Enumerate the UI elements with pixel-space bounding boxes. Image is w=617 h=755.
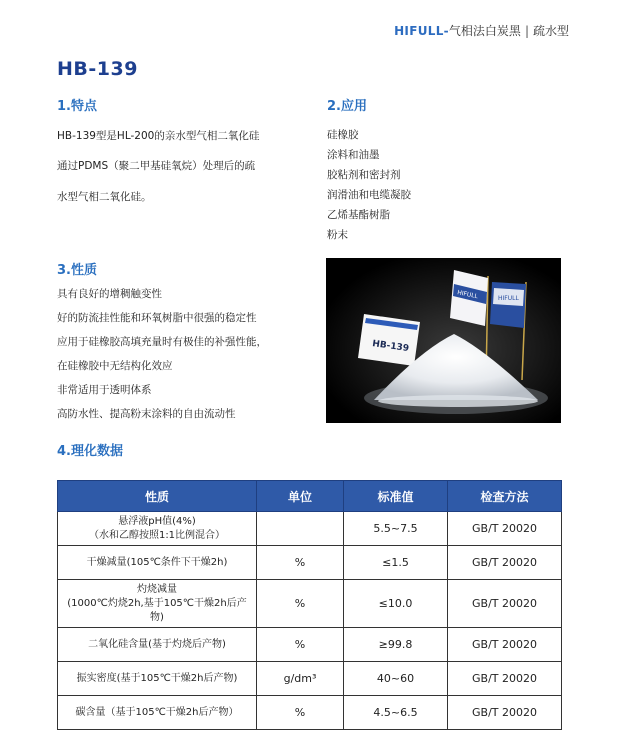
value-cell: ≤10.0: [344, 580, 448, 628]
table-header-row: [58, 481, 562, 512]
application-item: 涂料和油墨: [327, 149, 380, 161]
table-row: [58, 580, 562, 628]
table-row: [58, 628, 562, 662]
header-unit: 单位: [257, 481, 344, 512]
applications-title: 2.应用: [327, 99, 367, 114]
property-note: （水和乙醇按照1:1比例混合）: [88, 529, 226, 541]
property-item: 具有良好的增稠触变性: [57, 288, 162, 300]
header-property: 性质: [58, 481, 257, 512]
table-row: [58, 512, 562, 546]
properties-table: [57, 480, 562, 730]
bag-label: HB-139: [371, 339, 410, 355]
property-item: 非常适用于透明体系: [57, 384, 152, 396]
application-item: 乙烯基酯树脂: [327, 209, 390, 221]
method-cell: GB/T 20020: [448, 628, 562, 662]
table-row: [58, 662, 562, 696]
property-item: 应用于硅橡胶高填充量时有极佳的补强性能，: [57, 336, 267, 348]
flag-1: [450, 270, 488, 326]
unit-cell: %: [257, 628, 344, 662]
features-line-3: 水型气相二氧化硅。: [57, 191, 152, 203]
value-cell: 4.5~6.5: [344, 696, 448, 730]
application-item: 润滑油和电缆凝胶: [327, 189, 411, 201]
unit-cell: [257, 512, 344, 546]
property-item: 在硅橡胶中无结构化效应: [57, 360, 173, 372]
product-subtype: 疏水型: [532, 24, 569, 38]
value-cell: ≤1.5: [344, 546, 448, 580]
value-cell: 5.5~7.5: [344, 512, 448, 546]
features-title: 1.特点: [57, 99, 97, 114]
product-category: 气相法白炭黑: [448, 24, 521, 38]
features-line-2: 通过PDMS（聚二甲基硅氧烷）处理后的疏: [57, 160, 256, 172]
method-cell: GB/T 20020: [448, 580, 562, 628]
value-cell: 40~60: [344, 662, 448, 696]
brand-name: HIFULL-: [394, 24, 449, 38]
method-cell: GB/T 20020: [448, 512, 562, 546]
unit-cell: %: [257, 696, 344, 730]
header-test-method: 检查方法: [448, 481, 562, 512]
flag-2-label: HIFULL: [498, 295, 519, 302]
table-row: [58, 696, 562, 730]
header-standard-value: 标准值: [344, 481, 448, 512]
applications-list: [327, 128, 411, 248]
property-note: (1000℃灼烧2h,基于105℃干燥2h后产物): [67, 597, 247, 623]
method-cell: GB/T 20020: [448, 696, 562, 730]
method-cell: GB/T 20020: [448, 546, 562, 580]
features-line-1: HB-139型是HL-200的亲水型气相二氧化硅: [57, 130, 260, 142]
property-cell: 干燥减量(105℃条件下干燥2h): [58, 546, 257, 580]
value-cell: ≥99.8: [344, 628, 448, 662]
method-cell: GB/T 20020: [448, 662, 562, 696]
property-cell: [58, 512, 257, 546]
data-section-title: 4.理化数据: [57, 444, 123, 459]
property-name: 悬浮液pH值(4%): [118, 515, 196, 527]
application-item: 胶粘剂和密封剂: [327, 169, 401, 181]
property-item: 高防水性、提高粉末涂料的自由流动性: [57, 408, 236, 420]
properties-title: 3.性质: [57, 263, 97, 278]
unit-cell: %: [257, 546, 344, 580]
flag-2: [490, 282, 526, 328]
product-title: HB-139: [57, 58, 138, 80]
property-cell: [58, 580, 257, 628]
properties-list: [57, 287, 267, 431]
property-cell: 振实密度(基于105℃干燥2h后产物): [58, 662, 257, 696]
property-name: 灼烧减量: [137, 583, 177, 595]
table-row: [58, 546, 562, 580]
property-cell: 碳含量（基于105℃干燥2h后产物）: [58, 696, 257, 730]
property-item: 好的防流挂性能和环氧树脂中很强的稳定性: [57, 312, 257, 324]
unit-cell: g/dm³: [257, 662, 344, 696]
property-cell: 二氧化硅含量(基于灼烧后产物): [58, 628, 257, 662]
product-photo: [326, 258, 561, 423]
application-item: 硅橡胶: [327, 129, 359, 141]
unit-cell: %: [257, 580, 344, 628]
application-item: 粉末: [327, 229, 348, 241]
page-header: [394, 22, 569, 39]
header-separator: |: [524, 24, 529, 38]
product-bag: [358, 314, 420, 366]
flag-1-label: HIFULL: [456, 289, 479, 301]
